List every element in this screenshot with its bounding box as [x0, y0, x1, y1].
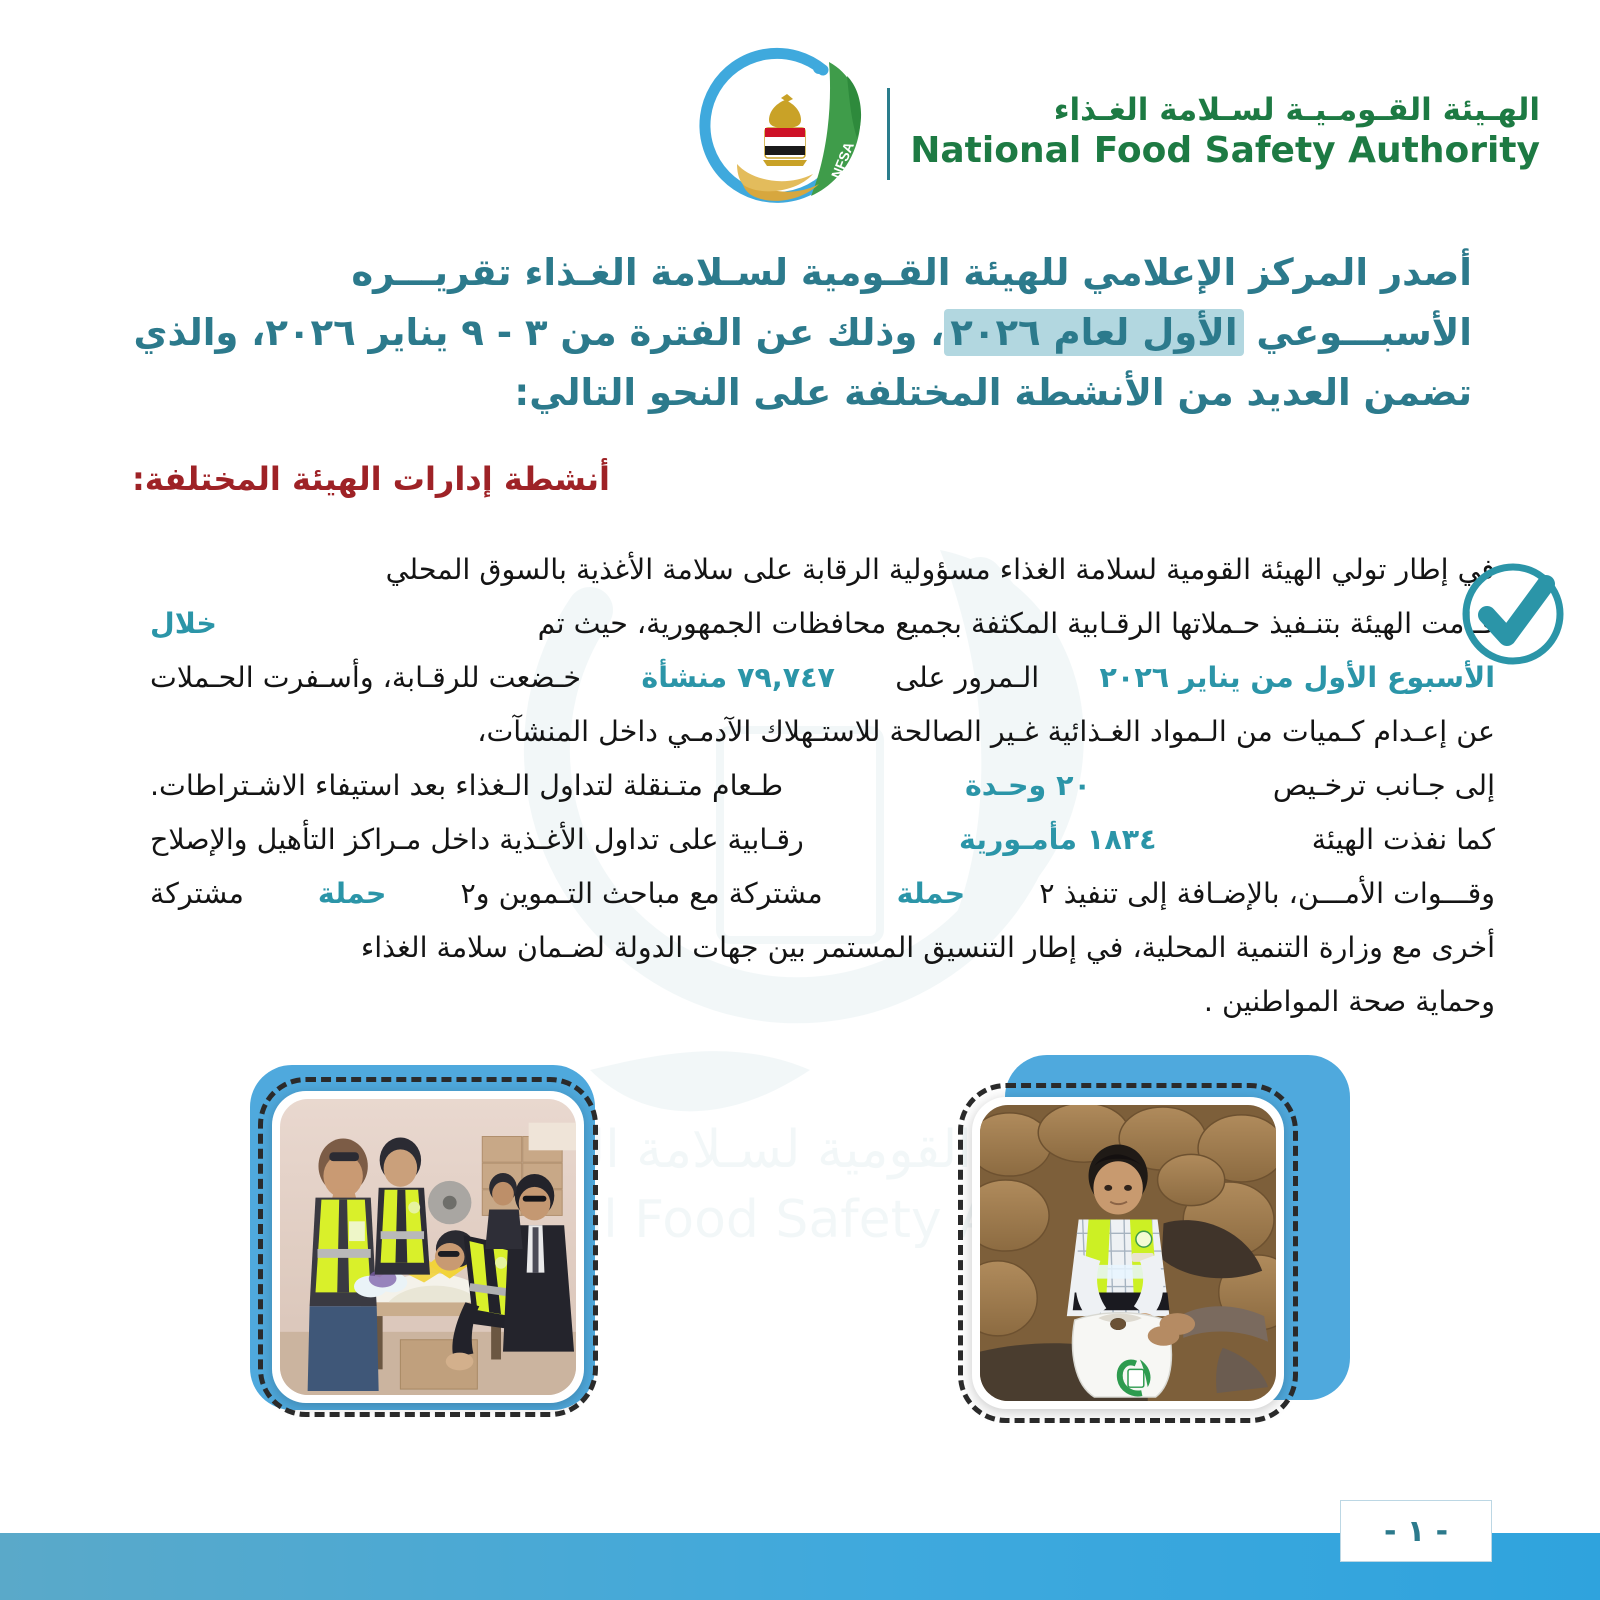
paragraph-text-run: الـمرور على — [895, 661, 1040, 694]
circle-check-icon — [1454, 555, 1572, 673]
paragraph-text-run: ٧٩,٧٤٧ منشأة — [641, 661, 835, 694]
paragraph-text-run: وقـــوات الأمـــن، بالإضـافة إلى تنفيذ ٢ — [1039, 877, 1495, 910]
paragraph-text-run: في إطار تولي الهيئة القومية لسلامة الغذاء مسؤولية الرقابة على سلامة الأغذية بالسوق المحلي — [385, 553, 1495, 586]
paragraph-line-7 — [150, 877, 1495, 934]
headline-part-1: أصدر المركز الإعلامي للهيئة القـومية لسـلامة الغـذاء تقريـــره الأسبـــوعي — [351, 251, 1472, 354]
paragraph-line-5 — [150, 769, 1495, 826]
paragraph-text-run: وحماية صحة المواطنين . — [1203, 985, 1495, 1018]
nfsa-logo-emblem-icon — [697, 46, 873, 222]
logo-english-name: National Food Safety Authority — [910, 129, 1540, 171]
page-headline — [132, 243, 1472, 423]
section-heading — [132, 460, 1472, 498]
paragraph-line-8 — [150, 931, 1495, 988]
paragraph-text-run: حملة — [896, 877, 966, 910]
photo-right-card — [972, 1097, 1284, 1409]
paragraph-text-run: خلال — [150, 607, 217, 640]
paragraph-text-run: الأسبوع الأول من يناير ٢٠٢٦ — [1099, 661, 1495, 694]
page-number: - ١ - — [1340, 1500, 1492, 1562]
paragraph-line-1 — [150, 553, 1495, 610]
headline-part-2: ، وذلك عن الفترة من ٣ - ٩ يناير ٢٠٢٦، والذي تضمن العديد من — [133, 310, 1472, 414]
paragraph-text-run: ١٨٣٤ مأمـورية — [959, 823, 1157, 856]
logo-emblem-label: NFSA — [828, 139, 858, 181]
headline-part-3: الأنشطة المختلفة على النحو التالي: — [514, 370, 1165, 414]
photo-left — [250, 1065, 650, 1465]
paragraph-line-9 — [150, 985, 1495, 1042]
paragraph-text-run: رقـابية على تداول الأغـذية داخل مـراكز التأهيل والإصلاح — [150, 823, 804, 856]
paragraph-text-run: كما نفذت الهيئة — [1311, 823, 1495, 856]
paragraph-text-run: خـضعت للرقـابة، وأسـفرت الحـملات — [150, 661, 582, 694]
watermark-arabic: الهيئة القومية لسـلامة الغذاء — [498, 1120, 1102, 1180]
document-header — [0, 46, 1600, 226]
paragraph-text-run: طـعام متـنقلة لتداول الـغذاء بعد استيفاء الاشـتراطات. — [150, 769, 784, 802]
paragraph-line-2 — [150, 607, 1495, 664]
paragraph-text-run: حملة — [317, 877, 387, 910]
paragraph-text-run: أخرى مع وزارة التنمية المحلية، في إطار التنسيق المستمر بين جهات الدولة لضـمان سلامة الغذاء — [360, 931, 1495, 964]
paragraph-text-run: مشتركة مع مباحث التـموين و٢ — [460, 877, 823, 910]
paragraph-line-3 — [150, 661, 1495, 718]
paragraph-line-4 — [150, 715, 1495, 772]
photo-left-card — [272, 1091, 584, 1403]
paragraph-line-6 — [150, 823, 1495, 880]
photo-right-image — [980, 1105, 1276, 1401]
paragraph-text-run: مشتركة — [150, 877, 244, 910]
photo-left-image — [280, 1099, 576, 1395]
watermark-english: National Food Safety Authority — [401, 1190, 1199, 1250]
photo-right — [950, 1055, 1350, 1455]
body-paragraph — [150, 553, 1495, 1042]
nfsa-logo — [697, 46, 1540, 222]
paragraph-text-run: إلى جـانب ترخـيص — [1272, 769, 1495, 802]
logo-arabic-name: الهـيئة القـومـيـة لسـلامة الغـذاء — [1053, 91, 1540, 128]
paragraph-text-run: ٢٠ وحـدة — [964, 769, 1091, 802]
photo-gallery — [0, 1055, 1600, 1495]
paragraph-text-run: قـامت الهيئة بتنـفيذ حـملاتها الرقـابية المكثفة بجميع محافظات الجمهورية، حيث تم — [537, 607, 1495, 640]
section-heading-label: أنشطة إدارات الهيئة المختلفة: — [132, 460, 610, 498]
paragraph-text-run: عن إعـدام كـميات من الـمواد الغـذائية غـير الصالحة للاستـهلاك الآدمـي داخل المنشآت، — [477, 715, 1495, 748]
logo-divider — [887, 88, 890, 180]
logo-text-block — [910, 91, 1540, 177]
headline-highlight: الأول لعام ٢٠٢٦ — [944, 309, 1243, 356]
